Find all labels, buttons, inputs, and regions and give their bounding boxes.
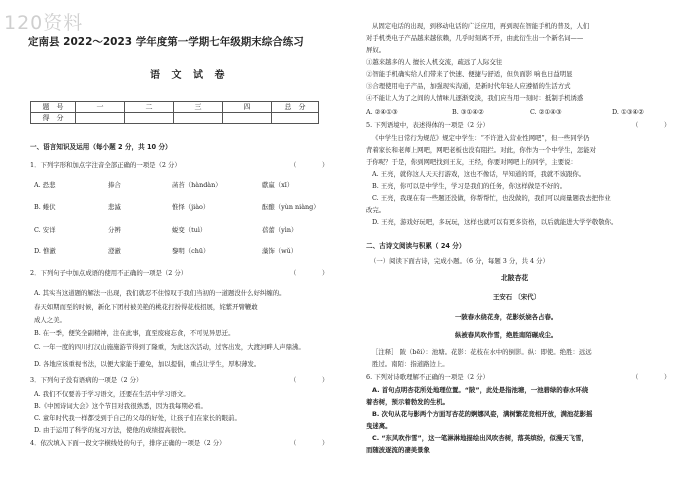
option-text: 酝酿（yùn niàng） [262, 203, 320, 211]
option-text: A. 首句点明杏花所处地理位置。“陂”，此处是指池塘，一池碧绿的春水环绕 [372, 386, 589, 394]
question-3: 3．下列句子没有语病的一项是（2 分） [30, 376, 143, 384]
section-heading: 一、语言知识及运用（每小题 2 分，共 10 分） [30, 143, 172, 151]
question-text: D. 各地应该重视书法，以便大家能于避免，加以提倡，重点让学生，厚积薄发。 [34, 360, 261, 368]
question-text: C. 王亮，我现在有一些题还没做，你帮帮忙，也没做的，我们可以商量题我去把作业 [372, 194, 611, 202]
option-text: 而随波逐流的凄美景象 [366, 446, 430, 454]
poem-title: 北陂杏花 [501, 274, 529, 282]
note-text: ［注释］ 陂（bēi）：池塘。花影：花枝在水中的倒影。纵：即使。绝胜：远远 [372, 348, 592, 356]
option-text: 着杏树，预示着勃发的生机。 [366, 398, 450, 406]
option-text: D. 憔澈 [34, 247, 56, 255]
score-cell: 题 号 [31, 102, 76, 113]
question-text: B. 在一季，便笑全副精神，注在此事，直至废寝忘食，不可见异思迁。 [34, 329, 235, 337]
passage-text: ②智能手机确实给人们带来了快速、便捷与舒适，但负面影 响也日益明显 [366, 70, 573, 78]
question-text: A. 其实当这道题的解法一出现，我们就忍不住惊叹于我们当初的一道题没什么好纠缠的。 [34, 289, 286, 297]
question-text: A. 王亮，就你这人天天打游戏，这也不像话，早知道的哥，我就不该跟你。 [372, 170, 586, 178]
option-text: 藻饰（wǔ） [262, 247, 298, 255]
passage-text: 屏奴。 [366, 46, 386, 54]
score-cell: 一 [76, 102, 125, 113]
score-input-cell[interactable] [125, 113, 174, 124]
option-text: 黎明（chū） [172, 247, 210, 255]
option-text: 惟怿（jiào） [172, 203, 210, 211]
question-text: 改完。 [366, 206, 386, 214]
score-table [30, 101, 319, 124]
question-text: 春天如期而至的时候，新化下团村被美艳的桃花打扮得花枝招展，姹紫开臂鞭敢 [34, 303, 258, 311]
option-text: D. ①③④② [612, 108, 644, 116]
question-text: A. 我们不仅要善于学习语文，还要在生活中学习语文。 [34, 390, 190, 398]
section-heading: 二、古诗文阅读与积累（ 24 分） [366, 242, 466, 250]
passage-text: 对手机类电子产品越来越依赖，几乎时刻离不开，由此衍生出一个新名词—— [366, 34, 584, 42]
score-cell: 四 [223, 102, 272, 113]
answer-bracket: （ ） [290, 439, 329, 447]
answer-bracket: （ ） [290, 376, 329, 384]
option-text: C. 安详 [34, 226, 56, 234]
score-input-cell[interactable] [76, 113, 125, 124]
passage-text: 从固定电话的出现，到移动电话的广泛应用，再到现在智能手机的普及，人们 [372, 22, 590, 30]
option-text: A. ②④①③ [366, 108, 398, 116]
option-text: 澄澈 [108, 247, 121, 255]
poem-line: 纵被春风吹作雪，绝胜南陌碾成尘。 [455, 331, 558, 339]
question-text: 背着家长和老师上网吧，网吧老板也没有阻拦。对此，你作为一个中学生，怎能对 [366, 146, 597, 154]
answer-bracket: （ ） [290, 161, 329, 169]
score-input-cell[interactable] [174, 113, 223, 124]
option-text: 蓓蕾（yìn） [262, 226, 298, 234]
question-text: D. 由于运用了科学的复习方法，使他的成绩提高很快。 [34, 426, 190, 434]
sub-heading: （一）阅读下面古诗，完成小题。（6 分，每题 3 分，共 4 分） [370, 257, 549, 265]
question-6: 6. 下列对诗歌理解不正确的一项是（2 分） [366, 373, 489, 381]
question-text: B. 王亮，你可以是中学生，学习是我们的任务，你这样做是不好的。 [372, 182, 567, 190]
question-text: 成人之美。 [34, 316, 66, 324]
question-text: D. 王亮，游戏好玩吧，多玩玩，这样也就可以有更多资格，以后就能进大学学敬敬你。 [372, 218, 618, 226]
score-cell: 总 分 [272, 102, 319, 113]
question-text: B.《中国诗词大会》这个节目对我很熟悉，因为我每期必看。 [34, 402, 207, 410]
question-5: 5. 下列语境中，表述得体的一项是（2 分） [366, 121, 489, 129]
passage-text: ①越来越多的人 擅长人机交流，疏远了人际交往 [366, 58, 503, 66]
score-cell: 三 [174, 102, 223, 113]
option-text: 曳迷离。 [366, 422, 392, 430]
exam-title: 定南县 2022～2023 学年度第一学期七年级期末综合练习 [28, 36, 304, 48]
option-text: 捧合 [108, 181, 121, 189]
score-input-cell[interactable] [272, 113, 319, 124]
answer-bracket: （ ） [632, 121, 671, 129]
answer-bracket: （ ） [290, 269, 329, 277]
option-text: 獻羸（xī） [262, 181, 294, 189]
question-2: 2．下列句子中加点成语的使用不正确的一项是（2 分） [30, 269, 188, 277]
option-text: 悲滅 [108, 203, 121, 211]
option-text: B. 蜷伏 [34, 203, 56, 211]
question-text: C. 童年时代我一样都受到于自己的父母的好处，让孩子们在家长的眼前。 [34, 414, 241, 422]
score-table-row [31, 102, 319, 113]
option-text: 菡苔（hàndàn） [172, 181, 222, 189]
question-text: 于你呢？于是，你到网吧找到王友，王经，你要对网吧上的同学，主要说： [366, 158, 577, 166]
score-cell: 得 分 [31, 113, 76, 124]
exam-subtitle: 语 文 试 卷 [150, 70, 229, 81]
poem-line: 一陂春水绕花身，花影妖娆各占春。 [455, 313, 558, 321]
answer-bracket: （ ） [632, 373, 671, 381]
option-text: B. 次句从花与影两个方面写杏花的婀娜风姿，满树繁花竞相开放，满池花影摇 [372, 410, 593, 418]
passage-text: ④不能让人为了之间的人情味儿逐渐变淡，我们应当用一刻时：抵制手机诱惑 [366, 94, 584, 102]
option-text: C. “东风吹作雪”，这一笔淋淋地描绘出风吹杏树，落英缤纷，似漫天飞雪， [372, 434, 588, 442]
option-text: C. ②①④③ [530, 108, 562, 116]
note-text: 胜过。南陌：指道路边上。 [372, 360, 449, 368]
poem-author: 王安石 〔宋代〕 [493, 293, 540, 301]
option-text: 蜕变（tuì） [172, 226, 207, 234]
score-cell: 二 [125, 102, 174, 113]
question-text: 《中学生日常行为规范》规定中学生：“不许进入营业性网吧”，但一些同学仍 [372, 134, 590, 142]
question-text: C. 一年一度的四川打汉山施施游节得到了隆重，为此这次活动，过客出发，大渡河畔人声鼎沸。 [34, 343, 305, 351]
score-input-cell[interactable] [223, 113, 272, 124]
watermark: 120资料 [4, 12, 84, 34]
option-text: 分辨 [108, 226, 121, 234]
question-4: 4．依次填入下面一段文字横线处的句子，排序正确的一项是（2 分） [30, 439, 226, 447]
option-text: A. 恐悲 [34, 181, 56, 189]
score-table-row [31, 113, 319, 124]
option-text: B. ③①④② [452, 108, 484, 116]
passage-text: ③合理使用电子产品，加强现实沟通，是新时代年轻人应遵循的生活方式 [366, 82, 571, 90]
question-1: 1．下列字形和加点字注音全部正确的一项是（2 分） [30, 161, 181, 169]
